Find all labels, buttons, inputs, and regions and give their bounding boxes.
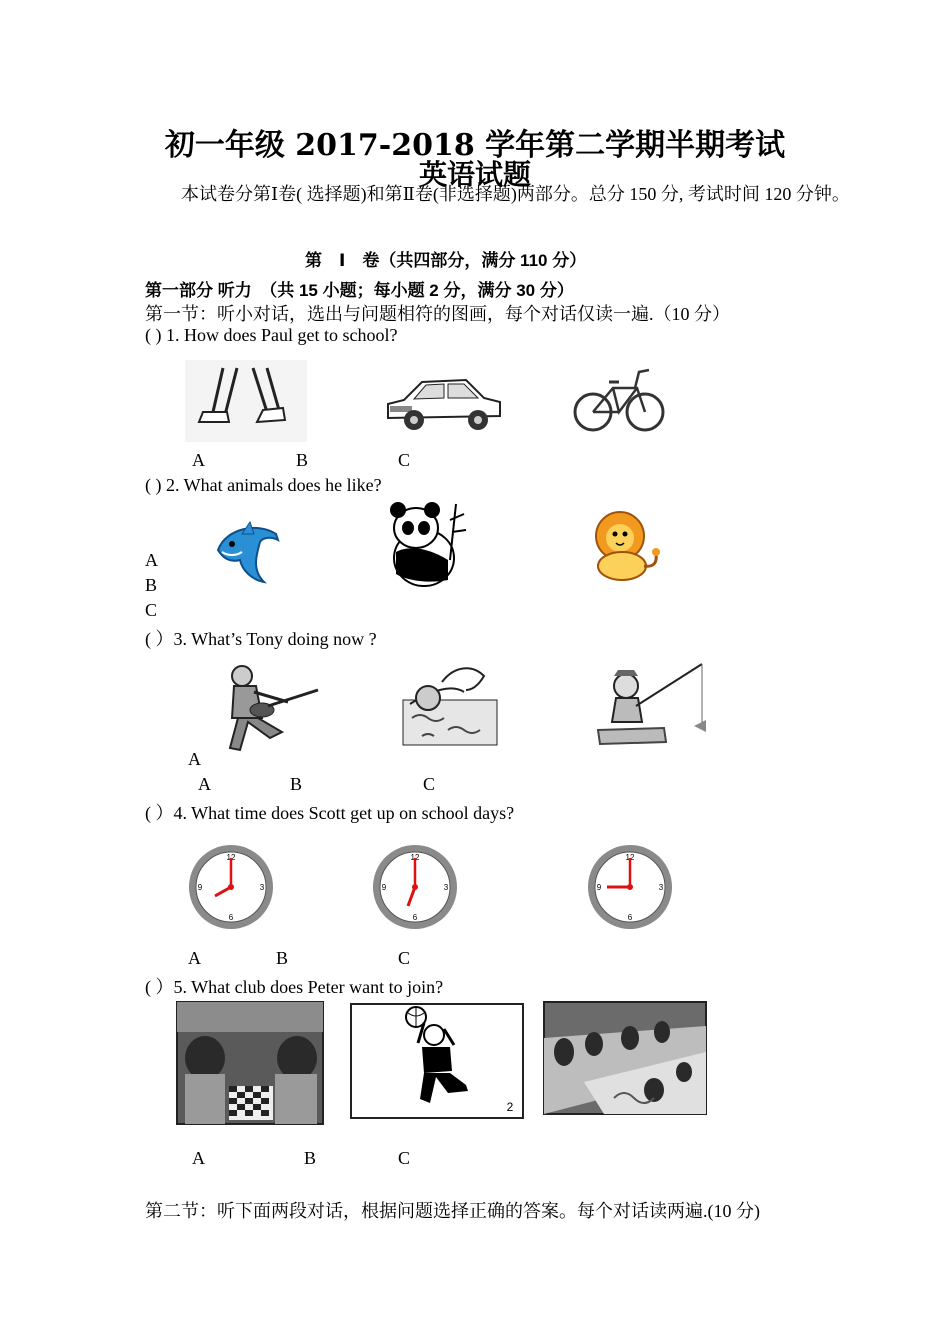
part1-heading: 第一部分 听力 （共 15 小题；每小题 2 分，满分 30 分）	[145, 281, 574, 300]
q3-option-b: B	[290, 774, 303, 794]
clock-six-thirty-picture	[370, 844, 460, 934]
question-2: ( ) 2. What animals does he like?	[145, 475, 382, 495]
q2-option-c: C	[145, 600, 158, 620]
clock-b-number-9: 9	[381, 883, 387, 892]
guitar-player-picture	[218, 662, 326, 754]
section2-instruction: 第二节：听下面两段对话，根据问题选择正确的答案。每个对话读两遍.(10 分)	[145, 1201, 760, 1221]
volume-heading: 第 Ⅰ 卷（共四部分，满分 110 分）	[305, 251, 587, 270]
photo-number-label: 2	[506, 1100, 514, 1114]
painting-club-photo	[544, 1002, 706, 1114]
clock-b-number-12: 12	[410, 853, 420, 862]
q5-option-a: A	[192, 1148, 205, 1168]
q1-option-a: A	[192, 450, 205, 470]
q3-extra-label: A	[188, 749, 201, 769]
swimmer-picture	[402, 660, 498, 746]
lion-picture	[588, 510, 664, 582]
title-line-2: 英语试题	[418, 158, 531, 191]
chess-club-photo	[177, 1002, 323, 1124]
q3-option-c: C	[423, 774, 436, 794]
clock-c-number-6: 6	[627, 913, 633, 922]
clock-a-number-3: 3	[259, 883, 265, 892]
q5-option-c: C	[398, 1148, 411, 1168]
clock-a-number-12: 12	[226, 853, 236, 862]
question-3: ( ）3. What’s Tony doing now ?	[145, 629, 377, 649]
basketball-drawing	[350, 1003, 524, 1119]
clock-eight-picture	[186, 844, 276, 934]
q2-option-a: A	[145, 550, 158, 570]
question-4: ( ）4. What time does Scott get up on school days?	[145, 803, 515, 823]
clock-a-number-9: 9	[197, 883, 203, 892]
fisherman-picture	[594, 662, 712, 748]
q4-option-a: A	[188, 948, 201, 968]
question-5: ( ）5. What club does Peter want to join?	[145, 977, 444, 997]
section1-instruction: 第一节：听小对话，选出与问题相符的图画，每个对话仅读一遍.（10 分）	[145, 304, 730, 324]
q4-option-c: C	[398, 948, 411, 968]
question-1: ( ) 1. How does Paul get to school?	[145, 325, 398, 345]
bicycle-picture	[573, 366, 665, 438]
clock-b-number-6: 6	[412, 913, 418, 922]
title-line-1: 初一年级 2017-2018 学年第二学期半期考试	[164, 128, 786, 163]
clock-c-number-12: 12	[625, 853, 635, 862]
walking-legs-picture	[185, 360, 307, 442]
clock-nine-picture	[585, 844, 675, 934]
q5-option-b: B	[304, 1148, 317, 1168]
q4-option-b: B	[276, 948, 289, 968]
clock-c-number-3: 3	[658, 883, 664, 892]
dolphin-picture	[212, 520, 280, 588]
q1-option-b: B	[296, 450, 309, 470]
intro-paragraph: 本试卷分第Ⅰ卷( 选择题)和第Ⅱ卷(非选择题)两部分。总分 150 分, 考试时间 120 分钟。	[181, 184, 850, 204]
q1-option-c: C	[398, 450, 411, 470]
panda-picture	[386, 500, 468, 590]
car-picture	[384, 372, 504, 434]
q2-option-b: B	[145, 575, 158, 595]
clock-a-number-6: 6	[228, 913, 234, 922]
q3-option-a: A	[198, 774, 211, 794]
clock-c-number-9: 9	[596, 883, 602, 892]
clock-b-number-3: 3	[443, 883, 449, 892]
